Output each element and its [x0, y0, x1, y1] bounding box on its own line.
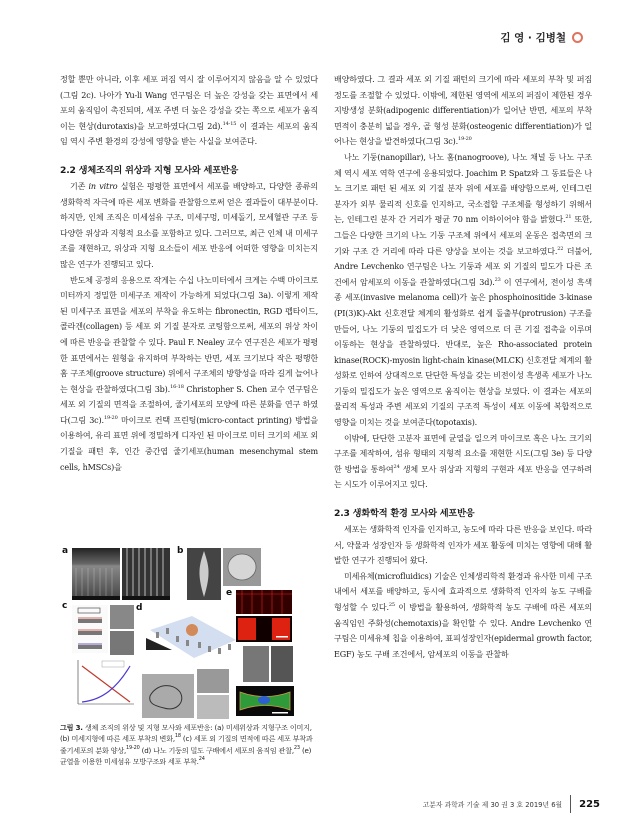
- citation: 16-18: [170, 383, 184, 390]
- text: 미세유체(microfluidics) 기술은 인체생리학적 환경과 유사한 미세 구조 내에서 세포를 배양하고, 동시에 효과적으로 생화학적 인자의 농도 구배를 형성할 수 있다.: [334, 571, 592, 612]
- text: (d) 나노 기둥의 밀도 구배에서 세포의 움직임 관찰,: [139, 745, 294, 755]
- sem-groove-pattern: [122, 548, 170, 600]
- sem-grid-pattern: [72, 548, 120, 600]
- citation: 19-20: [103, 414, 118, 421]
- text: 더불어, Andre Levchenko 연구팀은 나노 기둥과 세포 외 기질의 밀도가 다른 조건에서 암세포의 이동을 관찰하였다(그림 3d).: [334, 246, 592, 287]
- paragraph: [60, 72, 318, 150]
- citation: 24: [393, 463, 400, 470]
- page-footer: [390, 795, 600, 813]
- text: 생체 모사 위상과 지형의 구현과 세포 반응을 연구하려는 시도가 이루어지고 있다.: [334, 464, 592, 490]
- circle-ornament-icon: [572, 32, 583, 43]
- text: (c) 세포 외 기질의 면적에 따른 세포 부착과 줄기세포의 분화 양상,: [60, 734, 313, 755]
- citation: 19-20: [126, 744, 140, 751]
- text: 나노 기둥(nanopillar), 나노 홈(nanogroove), 나노 채널 등 나노 구조체 역시 세포 역학 연구에 응용되었다. Joachim P. Spatz와 그 동료들은 나노 크기로 패턴 된 세포 외 기질 분자 위에 세포를 배양함으로써, 인테그린 분자가 외부 물리적 신호를 인지하고, 국소접합 구조체를 형성하기 위해서는, 인테그린 분자 간 거리가 평균 70 nm 이하이어야 함을 밝혔다.: [334, 152, 592, 225]
- fluorescence-image-cell-attached: [236, 686, 294, 716]
- text: 반도체 공정의 응용으로 작게는 수십 나노미터에서 크게는 수백 마이크로미터까지 정밀한 미세구조 제작이 가능하게 되었다(그림 3a). 이렇게 제작된 미세구조 표면을 세포의 부착을 유도하는 fibronectin, RGD 펩타이드, 콜라겐(collagen) 등 세포 외 기질 분자로 코팅함으로써, 세포의 위상 차이에 따른 반응을 관찰할 수 있다. Paul F. Nealey 교수 연구진은 세포가 평평한 표면에서는 원형을 유지하며 부착하는 반면, 세포 크기보다 작은 평행한 홈 구조체(groove structure) 위에서 구조체의 방향성을 따라 길게 늘어나는 현상을 관찰하였다(그림 3b).: [60, 275, 318, 394]
- text: 이 연구에서, 전이성 흑색종 세포(invasive melanoma cell)가 높은 phosphoinositide 3-kinase (PI(3)K)-Akt 신호전달 체계의 활성화로 쉽게 돌출부(protrusion) 구조를 만들어, 나노 기둥의 밀집도가 더 낮은 영역으로 더 큰 기질 접촉을 이루며 이동하는 현상을 관찰하였다. 반대로, 높은 Rho-associated protein kinase(ROCK)-myosin light-chain kinase(MLCK) 신호전달 체계의 활성화로 인하여 상대적으로 단단한 특성을 갖는 비전이성 흑생족 세포가 나노 기둥의 밀집도가 높은 영역으로 움직이는 현상을 보였다. 이 결과는 세포의 물리적 특성과 주변 세포외 기질의 구조적 특성이 세포 이동에 복합적으로 영향을 미치는 것을 보여준다(topotaxis).: [334, 277, 592, 428]
- sem-image-elongated-cell: [187, 548, 221, 600]
- citation: 19-20: [458, 136, 472, 143]
- paragraph: [334, 150, 592, 431]
- header-authors: 김 영 · 김병철: [500, 32, 566, 44]
- text: 이밖에, 단단한 고분자 표면에 균열을 일으켜 마이크로 혹은 나노 크기의 구조를 제작하여, 섬유 형태의 지형적 요소를 재현한 시도(그림 3e) 등 다양한 방법을 통하여: [334, 433, 592, 474]
- cell-image-dense: [197, 669, 229, 693]
- text: 정할 뿐만 아니라, 이후 세포 퍼짐 역시 잘 이루어지지 않음을 알 수 있었다(그림 2c). 나아가 Yu-li Wang 연구팀은 더 높은 강성을 갖는 표면에서 세포의 움직임이 촉진되며, 세포 주변 더 높은 강성을 갖는 쪽으로 세포가 움직이는 현상(durotaxis)을 보고하였다(그림 2d).: [60, 75, 318, 131]
- italic-term: in vitro: [88, 181, 118, 191]
- paragraph: [60, 179, 318, 273]
- schematic-layers: [72, 605, 108, 653]
- citation: 23: [293, 744, 300, 751]
- text: (e) 균열을 이용한 미세섬유 모방구조와 세포 부착.: [60, 745, 312, 767]
- crack-pattern-image: [243, 646, 269, 682]
- section-heading-2-2: 2.2 생체조직의 위상과 지형 모사와 세포반응: [60, 164, 239, 176]
- citation: 24: [198, 756, 205, 763]
- paragraph: [334, 431, 592, 493]
- pattern-image-small: [110, 605, 134, 629]
- cell-image-sparse: [197, 695, 229, 719]
- figure-3: [60, 548, 318, 720]
- text: 이 결과는 세포의 움직임 역시 주변 환경의 강성에 영향을 받는 사실을 보여준다.: [60, 121, 318, 147]
- elongated-cell-shape: [187, 548, 221, 600]
- text: Christopher S. Chen 교수 연구팀은 세포 외 기질의 면적을 조절하여, 줄기세포의 모양에 따른 분화를 연구 하였다(그림 3c).: [60, 384, 319, 425]
- right-column: [334, 72, 592, 662]
- text: 이 방법을 활용하여, 생화학적 농도 구배에 따른 세포의 움직임인 주화성(chemotaxis)을 확인할 수 있다. Andre Levchenko 연구팀은 미세유체 칩을 이용하여, 표피성장인자(epidermal growth factor, EGF) 농도 구배 조건에서, 암세포의 이동을 관찰하: [334, 603, 592, 659]
- citation: 23: [494, 276, 501, 283]
- chart-axes: [72, 658, 136, 710]
- nanopillar-gradient-schematic: [142, 610, 240, 668]
- footer-divider: [570, 795, 571, 813]
- text: 또한, 그들은 다양한 크기의 나노 기둥 구조체 위에서 세포의 운동은 접촉면의 크기와 구조 간 거리에 따라 다른 양상을 보이는 것을 보고하였다.: [334, 215, 593, 256]
- text: 마이크로 컨택 프린팅(micro-contact printing) 방법을 이용하여, 유리 표면 위에 정밀하게 디자인 된 마이크로 미터 크기의 세포 외 기질을 패턴 후, 인간 중간엽 줄기세포(human mesenchymal stem cells, hMSCs)을: [60, 415, 318, 472]
- caption-label: 그림 3.: [60, 723, 83, 732]
- text: 배양하였다. 그 결과 세포 외 기질 패턴의 크기에 따라 세포의 부착 및 퍼짐 정도를 조절할 수 있었다. 이밖에, 제한된 영역에 세포의 퍼짐이 제한된 경우 지방생성 분화(adipogenic differentiation)가 일어난 반면, 세포의 부착 면적이 충분히 넓을 경우, 골 형성 분화(osteogenic differentiation)가 일어나는 현상을 발견하였다(그림 3c).: [334, 75, 592, 147]
- round-cell-shape: [223, 548, 261, 586]
- nanopillar-array: [142, 610, 240, 668]
- fluorescence-image-fibers: [236, 590, 292, 614]
- panel-label-e: e: [226, 588, 233, 598]
- text: 생체 조직의 위상 및 지형 모사와 세포반응: (a) 미세위상과 지형구조 이미지, (b) 미세지형에 따른 세포 부착의 변화,: [60, 723, 312, 744]
- sem-image-microwells: [72, 548, 120, 600]
- citation: 22: [557, 245, 564, 252]
- panel-label-d: d: [136, 603, 143, 613]
- sem-image-round-cell: [223, 548, 261, 586]
- text: 실험은 평평한 표면에서 세포를 배양하고, 다양한 종류의 생화학적 자극에 따른 세포 변화를 관찰함으로써 얻은 결과들이 대부분이다. 하지만, 인체 조직은 미세섬유 구조, 미세구멍, 미세돌기, 모세혈관 구조 등 다양한 위상과 지형적 요소를 포함하고 있다. 그러므로, 최근 인체 내 미세구조를 재현하고, 위상과 지형 요소들이 세포 반응에 어떠한 영향을 미치는지 많은 연구가 진행되고 있다.: [60, 181, 318, 269]
- paragraph: 세포는 생화학적 인자를 인지하고, 농도에 따라 다른 반응을 보인다. 따라서, 약물과 성장인자 등 생화학적 인자가 세포 활동에 미치는 영향에 대해 활발한 연구가 진행되어 왔다.: [334, 525, 592, 566]
- citation: 18: [174, 733, 181, 740]
- crack-detail-image: [271, 646, 293, 682]
- citation: 25: [388, 602, 395, 608]
- fluorescence-image-cells: [236, 616, 292, 642]
- cell-outline: [142, 674, 194, 718]
- figure-caption: [60, 722, 318, 768]
- paragraph: [334, 569, 592, 663]
- differentiation-chart: [72, 658, 136, 710]
- green-cell-shape: [236, 686, 294, 716]
- citation: 21: [565, 214, 572, 221]
- journal-info: 고분자 과학과 기술 제 30 권 3 호 2019년 6월: [422, 801, 563, 809]
- section-heading-2-3: 2.3 생화학적 환경 모사와 세포반응: [334, 508, 475, 520]
- sem-image-grooves: [122, 548, 170, 600]
- left-column: [60, 72, 318, 475]
- micro-contact-printing-schematic: [72, 605, 108, 653]
- running-header: [500, 30, 583, 45]
- page-number: 225: [579, 798, 600, 810]
- panel-label-b: b: [177, 546, 184, 556]
- text: 기존: [70, 181, 89, 191]
- red-cell-shapes: [236, 616, 292, 642]
- red-fiber-lines: [236, 590, 292, 614]
- paragraph: [60, 273, 318, 476]
- paragraph: [334, 72, 592, 150]
- panel-label-c: c: [62, 601, 68, 611]
- cell-migration-image: [142, 674, 194, 718]
- panel-label-a: a: [62, 546, 69, 556]
- citation: 14-15: [222, 120, 237, 127]
- pattern-image-large: [110, 631, 134, 655]
